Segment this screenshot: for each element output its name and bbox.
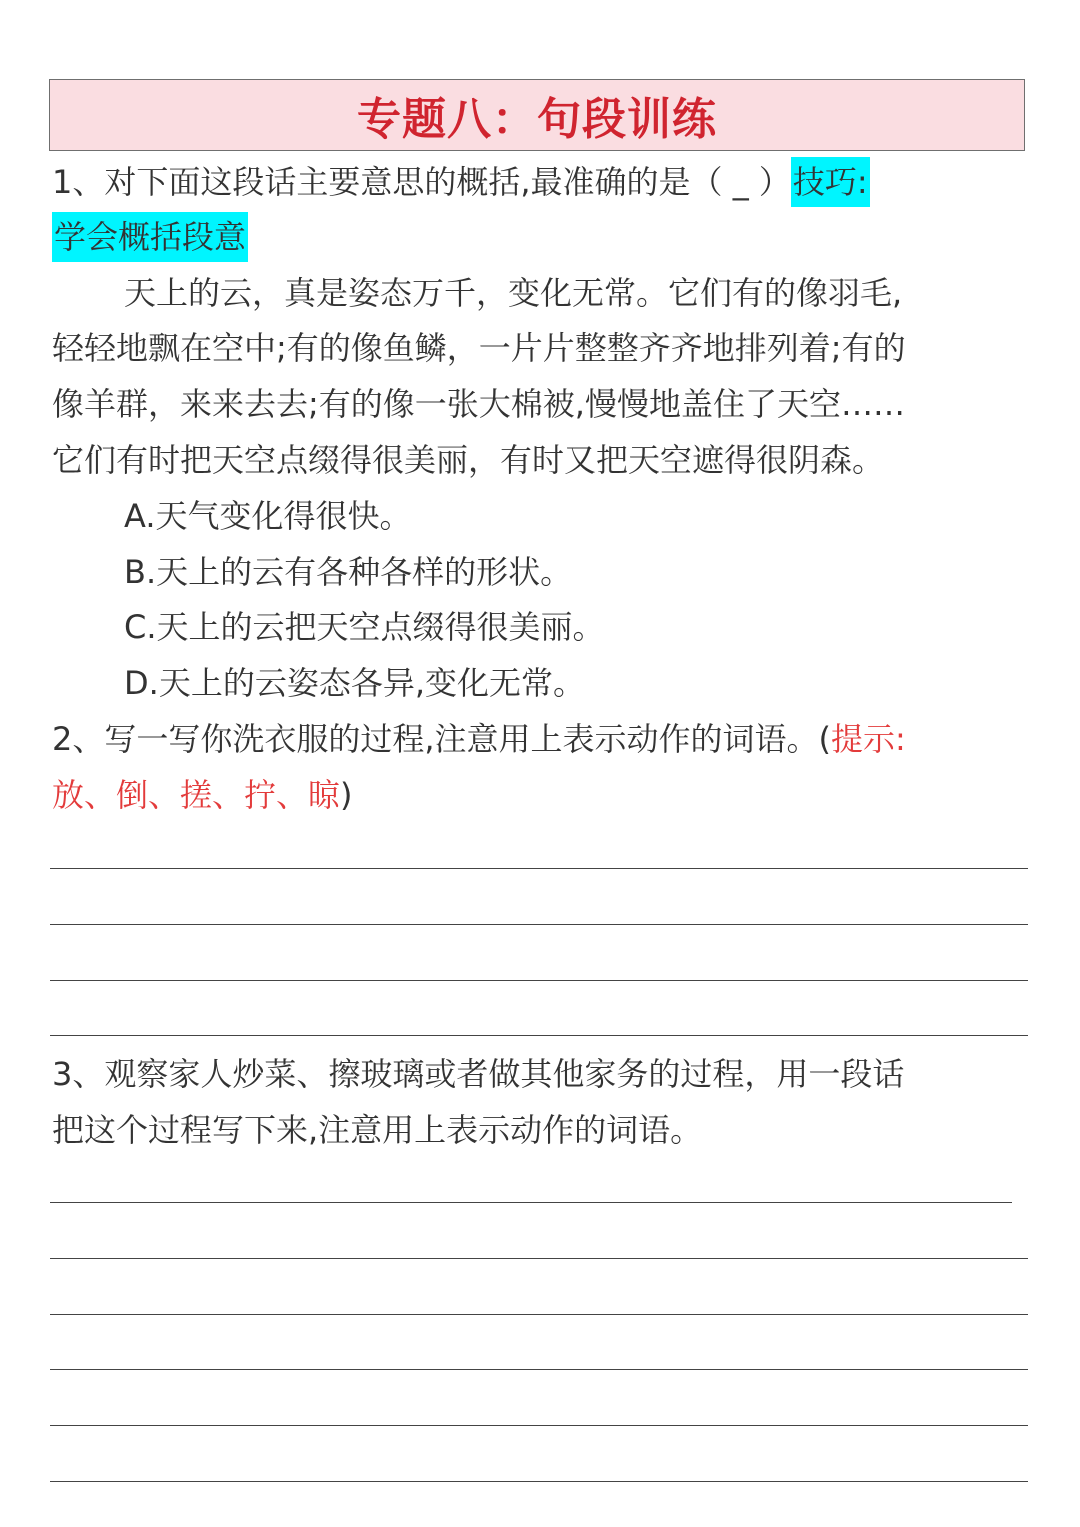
option-d: D.天上的云姿态各异,变化无常。	[124, 664, 585, 702]
q2-prompt: 2、写一写你洗衣服的过程,注意用上表示动作的词语。(	[52, 720, 832, 758]
answer-line[interactable]	[50, 980, 1028, 981]
q2-close-paren: )	[340, 776, 353, 814]
q2-prompt-line	[52, 717, 906, 761]
answer-line[interactable]	[50, 1314, 1028, 1315]
option-b: B.天上的云有各种各样的形状。	[124, 553, 573, 591]
passage-line: 轻轻地飘在空中;有的像鱼鳞，一片片整整齐齐地排列着;有的	[52, 329, 906, 367]
q1-tip-line	[52, 215, 248, 259]
answer-line[interactable]	[50, 1481, 1028, 1482]
q2-hint-line	[52, 773, 353, 817]
q1-tip-text: 学会概括段意	[52, 212, 248, 262]
q1-prompt: 1、对下面这段话主要意思的概括,最准确的是（ _ ）	[52, 163, 791, 201]
passage-line: 它们有时把天空点缀得很美丽，有时又把天空遮得很阴森。	[52, 441, 885, 479]
q2-hint-label: 提示:	[831, 720, 906, 758]
page-title: 专题八：句段训练	[357, 94, 717, 145]
answer-line[interactable]	[50, 1369, 1028, 1370]
q3-prompt-line-1: 3、观察家人炒菜、擦玻璃或者做其他家务的过程，用一段话	[52, 1055, 905, 1093]
q1-prompt-line	[52, 160, 870, 204]
answer-line[interactable]	[50, 868, 1028, 869]
answer-line[interactable]	[50, 1258, 1028, 1259]
q1-tip-label: 技巧:	[791, 157, 870, 207]
answer-line[interactable]	[50, 1035, 1028, 1036]
answer-line[interactable]	[50, 1425, 1028, 1426]
passage-line: 像羊群，来来去去;有的像一张大棉被,慢慢地盖住了天空……	[52, 385, 905, 423]
q3-prompt-line-2: 把这个过程写下来,注意用上表示动作的词语。	[52, 1111, 703, 1149]
title-banner	[49, 79, 1025, 151]
option-c: C.天上的云把天空点缀得很美丽。	[124, 608, 605, 646]
q2-hint-words: 放、倒、搓、拧、晾	[52, 776, 341, 814]
answer-line[interactable]	[50, 1202, 1012, 1203]
answer-line[interactable]	[50, 924, 1028, 925]
passage-line: 天上的云，真是姿态万千，变化无常。它们有的像羽毛,	[124, 274, 903, 312]
option-a: A.天气变化得很快。	[124, 497, 412, 535]
